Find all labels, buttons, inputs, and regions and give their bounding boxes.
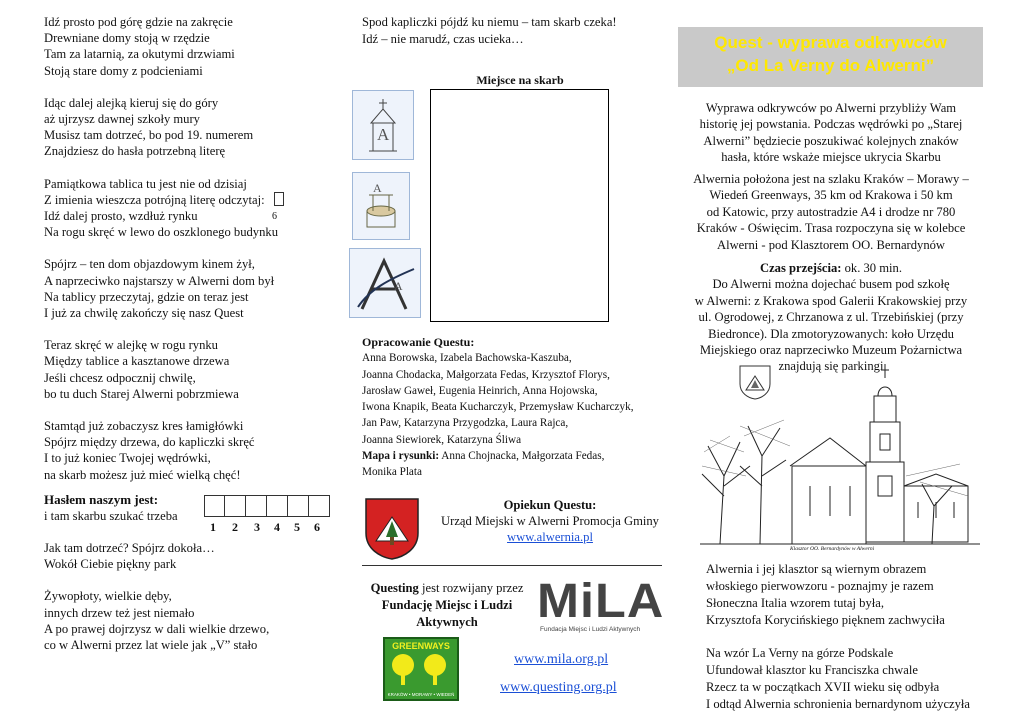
poem-column-left-end bbox=[44, 540, 344, 669]
credits-line: Anna Borowska, Izabela Bachowska-Kaszuba, bbox=[362, 352, 572, 365]
verse-line: Idź dalej prosto, wzdłuż rynku bbox=[44, 209, 198, 224]
stanza-4 bbox=[44, 256, 339, 321]
location-line: Kraków - Oświęcim. Trasa rozpoczyna się w kolebce bbox=[696, 221, 966, 236]
time-line bbox=[672, 260, 990, 276]
password-number: 4 bbox=[274, 520, 280, 534]
verse-line: co w Alwerni przez lat wiele jak „V” stało bbox=[44, 638, 258, 653]
verse-line: Teraz skręć w alejkę w rogu rynku bbox=[44, 338, 218, 353]
password-boxes bbox=[204, 495, 330, 517]
time-label: Czas przejścia: bbox=[759, 261, 842, 275]
foundation-line: Aktywnych bbox=[416, 615, 478, 629]
stanza-2 bbox=[44, 95, 339, 160]
credits bbox=[362, 334, 662, 481]
well-sketch bbox=[352, 172, 410, 240]
letter-box bbox=[274, 192, 284, 206]
patron-block bbox=[420, 497, 680, 545]
mid-top-lines bbox=[362, 14, 617, 47]
stanza-7 bbox=[44, 540, 344, 572]
mila-link[interactable]: www.mila.org.pl bbox=[514, 652, 609, 667]
verse-line: Spójrz między drzewa, do kapliczki skręć bbox=[44, 435, 255, 450]
password-letter-box[interactable] bbox=[225, 495, 246, 517]
greenways-logo bbox=[383, 637, 459, 701]
monastery-illustration bbox=[700, 356, 980, 556]
time-value: ok. 30 min. bbox=[841, 261, 902, 275]
verse-line: Krzysztofa Korycińskiego pięknem zachwyciła bbox=[706, 613, 945, 627]
verse-line: Alwernia i jej klasztor są wiernym obrazem bbox=[706, 562, 927, 576]
intro-line: Wyprawa odkrywców po Alwerni przybliży Wam bbox=[705, 101, 957, 115]
credits-line: Jan Paw, Katarzyna Przygodzka, Laura Rajca, bbox=[362, 417, 569, 430]
questing-block bbox=[362, 580, 532, 631]
credits-line: Iwona Knapik, Beata Kucharczyk, Przemysław Kucharczyk, bbox=[362, 401, 634, 414]
verse-line: Idź prosto pod górę gdzie na zakręcie bbox=[44, 15, 233, 29]
questing-rest: jest rozwijany przez bbox=[418, 581, 524, 595]
verse-line: innych drzew też jest niemało bbox=[44, 605, 195, 620]
verse-line: Jeśli chcesz odpocznij chwilę, bbox=[44, 370, 196, 385]
verse-line: Rzecz ta w początkach XVII wieku się odbyła bbox=[706, 680, 940, 694]
password-heading: Hasłem naszym jest: bbox=[44, 492, 159, 507]
password-number: 6 bbox=[314, 520, 320, 534]
greenways-logo-text: GREENWAYS bbox=[392, 641, 450, 651]
verse-line: Żywopłoty, wielkie dęby, bbox=[44, 589, 172, 604]
verse-line: Musisz tam dotrzeć, bo pod 19. numerem bbox=[44, 128, 254, 143]
divider-line bbox=[362, 565, 662, 566]
verse-line: Znajdziesz do hasła potrzebną literę bbox=[44, 144, 226, 159]
coat-of-arms-icon bbox=[364, 497, 420, 561]
location-paragraph bbox=[672, 171, 990, 253]
access-line: Miejskiego oraz naprzeciwko Muzeum Pożarnictwa bbox=[699, 343, 963, 358]
verse-line: Idź – nie marudź, czas ucieka… bbox=[362, 31, 524, 46]
stanza-3 bbox=[44, 176, 339, 241]
verse-line: I już za chwilę zakończy się nasz Quest bbox=[44, 306, 244, 321]
verse-line: Słoneczna Italia wzorem tutaj była, bbox=[706, 596, 884, 610]
greenways-logo-sub: KRAKÓW • MORAWY • WIEDEŃ bbox=[387, 692, 455, 697]
location-line: Wiedeń Greenways, 35 km od Krakowa i 50 km bbox=[709, 188, 953, 203]
verse-line: Stoją stare domy z podcieniami bbox=[44, 63, 203, 78]
maps-credit-cont: Monika Plata bbox=[362, 466, 422, 479]
sketch-letter: A bbox=[373, 181, 382, 195]
chapel-sketch bbox=[352, 90, 414, 160]
password-letter-box[interactable] bbox=[267, 495, 288, 517]
access-line: Biedronce). Dla zmotoryzowanych: koło Urzędu bbox=[708, 326, 954, 341]
poem-column-left bbox=[44, 14, 339, 499]
password-letter-box[interactable] bbox=[246, 495, 267, 517]
mila-logo bbox=[536, 575, 665, 634]
sketch-letter: A bbox=[377, 125, 390, 144]
foundation-line: Fundację Miejsc i Ludzi bbox=[381, 598, 513, 612]
verse-line: Między tablice a kasztanowe drzewa bbox=[44, 354, 230, 369]
verse-line: Drewniane domy stoją w rzędzie bbox=[44, 31, 210, 46]
tree-sketch bbox=[349, 248, 421, 318]
password-numbers bbox=[210, 520, 334, 535]
mila-logo-sub: Fundacja Miejsc i Ludzi Aktywnych bbox=[540, 626, 641, 633]
verse-line: Idąc dalej alejką kieruj się do góry bbox=[44, 95, 219, 110]
password-number: 2 bbox=[232, 520, 238, 534]
verse-line: Na tablicy przeczytaj, gdzie on teraz jest bbox=[44, 289, 249, 304]
password-letter-box[interactable] bbox=[288, 495, 309, 517]
stanza-8 bbox=[44, 588, 344, 653]
verse-line: A po prawej dojrzysz w dali wielkie drzewo, bbox=[44, 621, 270, 636]
patron-heading: Opiekun Questu: bbox=[503, 498, 597, 512]
verse-line: włoskiego pierwowzoru - poznajmy je razem bbox=[706, 579, 934, 593]
verse-line: Wokół Ciebie piękny park bbox=[44, 557, 177, 572]
mila-logo-text: MiLA bbox=[536, 575, 665, 628]
credits-heading: Opracowanie Questu: bbox=[362, 335, 475, 349]
stanza-5 bbox=[44, 337, 339, 402]
treasure-map-box[interactable] bbox=[430, 89, 609, 322]
verse-line: Spod kapliczki pójdź ku niemu – tam skarb czeka! bbox=[362, 15, 617, 29]
title-line-1: Quest - wyprawa odkrywców bbox=[714, 33, 947, 52]
password-letter-box[interactable] bbox=[204, 495, 225, 517]
questing-line bbox=[362, 580, 532, 597]
credits-line: Joanna Chodacka, Małgorzata Fedas, Krzysztof Florys, bbox=[362, 368, 610, 381]
questing-bold: Questing bbox=[370, 581, 419, 595]
credits-line: Joanna Siewiorek, Katarzyna Śliwa bbox=[362, 433, 522, 446]
access-line: Do Alwerni można dojechać busem pod szkołę bbox=[712, 277, 950, 292]
verse-line: na skarb możesz już mieć wielką chęć! bbox=[44, 467, 241, 482]
password-number: 5 bbox=[294, 520, 300, 534]
quest-title bbox=[678, 27, 983, 87]
credits-line: Jarosław Gaweł, Eugenia Heinrich, Anna Hojowska, bbox=[362, 384, 598, 397]
intro-line: hasła, które wskaże miejsce ukrycia Skarbu bbox=[721, 150, 941, 165]
access-line: znajdują się parkingi bbox=[778, 359, 884, 374]
stanza-1 bbox=[44, 14, 339, 79]
history-poem bbox=[706, 561, 1006, 713]
maps-credit bbox=[362, 448, 662, 464]
verse-line: Na rogu skręć w lewo do oszklonego budynku bbox=[44, 225, 278, 240]
verse-line: Na wzór La Verny na górze Podskale bbox=[706, 646, 894, 660]
verse-line: bo tu duch Starej Alwerni pobrzmiewa bbox=[44, 386, 239, 401]
verse-line: I odtąd Alwernia schronienia bernardynom użyczyła bbox=[706, 697, 971, 711]
maps-names: Anna Chojnacka, Małgorzata Fedas, bbox=[439, 450, 605, 463]
intro-line: historię jej powstania. Podczas wędrówki po „Starej bbox=[699, 117, 963, 132]
access-line: ul. Ogrodowej, z Chrzanowa z ul. Trzebińskiej (przy bbox=[698, 310, 964, 325]
alwernia-link[interactable]: www.alwernia.pl bbox=[507, 530, 593, 544]
password-line: i tam skarbu szukać trzeba bbox=[44, 509, 178, 523]
map-caption: Miejsce na skarb bbox=[476, 73, 564, 87]
verse-text: Z imienia wieszcza potrójną literę odczytaj: bbox=[44, 192, 265, 207]
verse-line: Spójrz – ten dom objazdowym kinem żył, bbox=[44, 257, 255, 272]
tree-drawing bbox=[350, 249, 420, 317]
verse-line bbox=[44, 192, 339, 208]
marker-digit: 6 bbox=[272, 210, 277, 222]
password-number: 3 bbox=[254, 520, 260, 534]
verse-line: Ufundował klasztor ku Franciszka chwale bbox=[706, 663, 918, 677]
trees-icon bbox=[385, 651, 457, 687]
password-number: 1 bbox=[210, 520, 216, 534]
verse-line: aż ujrzysz dawnej szkoły mury bbox=[44, 112, 200, 127]
patron-text: Urząd Miejski w Alwerni Promocja Gminy bbox=[441, 514, 659, 528]
location-line: od Katowic, przy autostradzie A4 i drodze nr 780 bbox=[706, 204, 956, 219]
intro-paragraph bbox=[672, 100, 990, 166]
location-line: Alwernia położona jest na szlaku Kraków – Morawy – bbox=[693, 172, 969, 186]
monastery-drawing bbox=[700, 356, 980, 556]
verse-line: Stamtąd już zobaczysz kres łamigłówki bbox=[44, 419, 244, 434]
maps-label: Mapa i rysunki: bbox=[362, 450, 440, 463]
sketch-letter: A bbox=[394, 279, 403, 293]
verse-line: I to już koniec Twojej wędrówki, bbox=[44, 451, 211, 466]
title-line-2: „Od La Verny do Alwerni” bbox=[726, 56, 935, 75]
verse-line: Pamiątkowa tablica tu jest nie od dzisiaj bbox=[44, 176, 247, 191]
verse-line: Jak tam dotrzeć? Spójrz dokoła… bbox=[44, 541, 215, 555]
drawing-caption: Klasztor OO. Bernardynów w Alwerni bbox=[790, 546, 875, 552]
password-letter-box[interactable] bbox=[309, 495, 330, 517]
access-line: w Alwerni: z Krakowa spod Galerii Krakowskiej przy bbox=[694, 293, 968, 308]
links-block bbox=[500, 646, 617, 702]
intro-line: Alwerni” będziecie poszukiwać kolejnych znaków bbox=[703, 133, 959, 148]
alwernia-coat-of-arms bbox=[364, 497, 420, 561]
questing-link[interactable]: www.questing.org.pl bbox=[500, 680, 617, 695]
verse-line: Tam za latarnią, za okutymi drzwiami bbox=[44, 47, 235, 62]
verse-line: A naprzeciwko najstarszy w Alwerni dom był bbox=[44, 273, 275, 288]
location-line: Alwerni - pod Klasztorem OO. Bernardynów bbox=[716, 237, 946, 252]
stanza-6 bbox=[44, 418, 339, 483]
